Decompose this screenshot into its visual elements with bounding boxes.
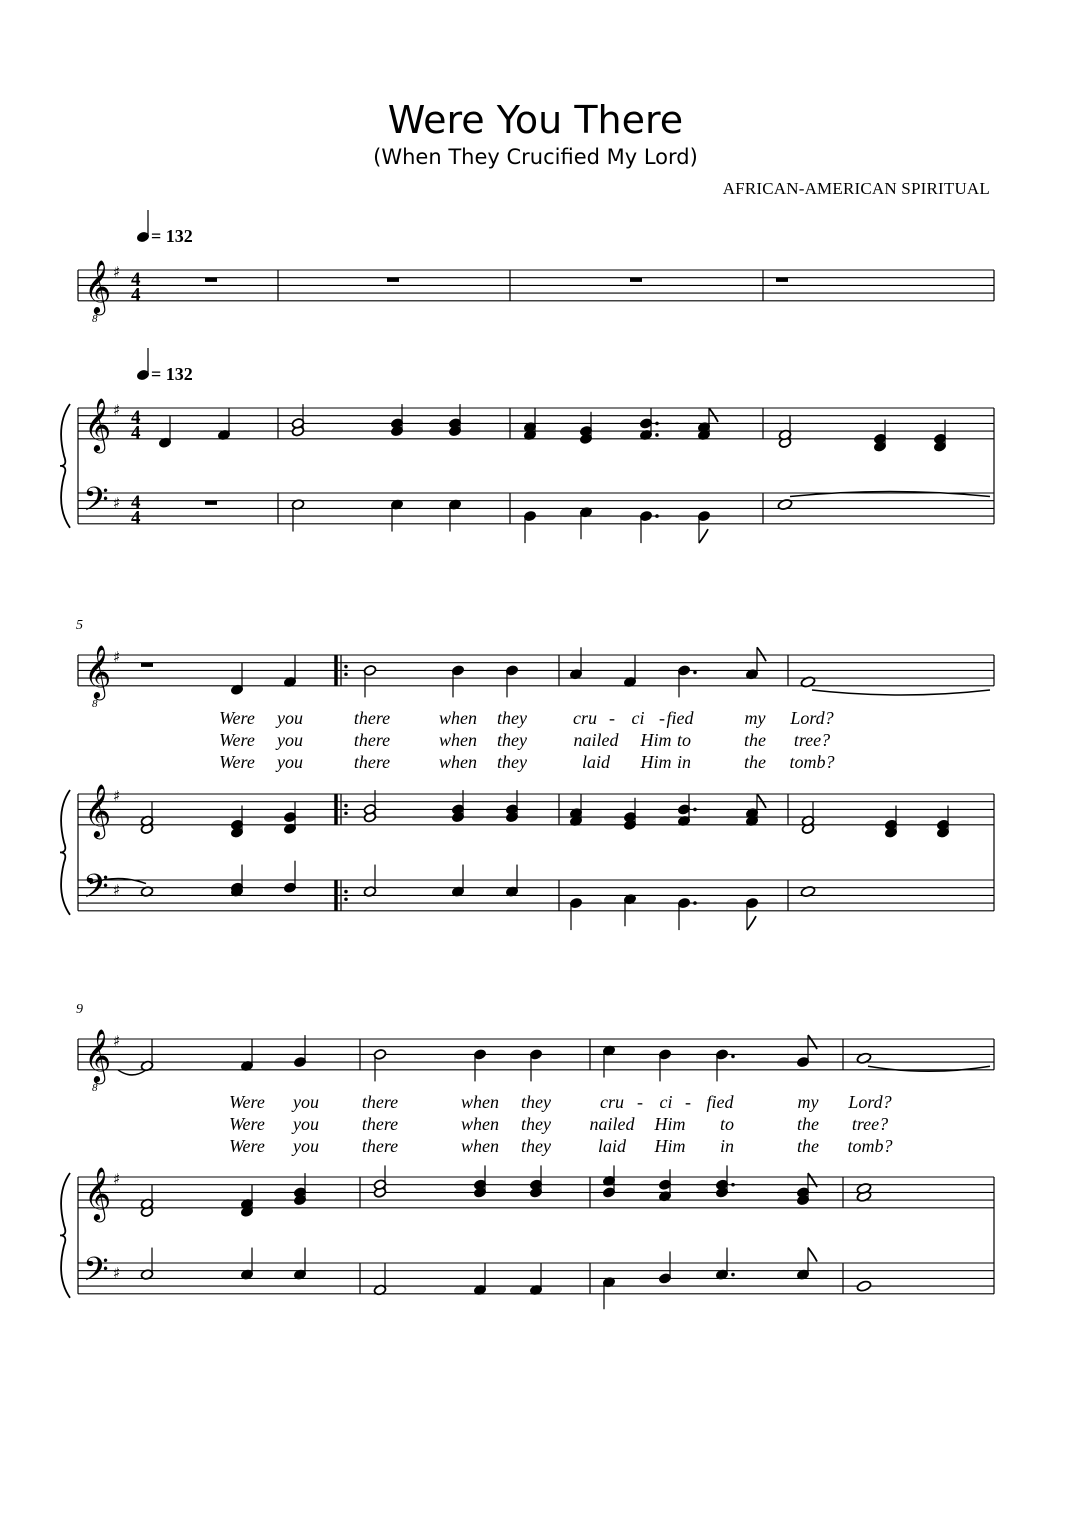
augmentation-dot: [655, 433, 659, 437]
measure-number: 9: [76, 1002, 83, 1017]
augmentation-dot: [693, 901, 697, 905]
lyric-syllable: my: [797, 1092, 819, 1112]
note-flag: [747, 916, 756, 930]
lyric-syllable: they: [497, 730, 527, 750]
tie: [812, 690, 990, 695]
lyric-syllable: when: [461, 1136, 499, 1156]
whole-rest: [630, 278, 642, 282]
grand-staff-brace: [60, 790, 70, 915]
lyric-syllable: Were: [219, 752, 255, 772]
lyric-syllable: when: [439, 708, 477, 728]
note-flag: [757, 794, 766, 808]
lyric-syllable: Him: [640, 752, 672, 772]
sharp-accidental-icon: ♯: [113, 1032, 121, 1050]
octave-mark: 8: [92, 698, 98, 710]
lyric-syllable: they: [521, 1114, 551, 1134]
lyric-syllable: they: [521, 1092, 551, 1112]
bass-clef-icon: 𝄢: [83, 481, 109, 527]
lyric-syllable: the: [797, 1114, 819, 1134]
augmentation-dot: [731, 1055, 735, 1059]
lyric-syllable: ci: [631, 708, 645, 728]
lyric-syllable: tomb?: [847, 1136, 893, 1156]
lyric-syllable: the: [797, 1136, 819, 1156]
lyric-syllable: there: [353, 730, 391, 750]
lyric-syllable: nailed: [589, 1114, 635, 1134]
lyric-syllable: -: [659, 708, 665, 728]
measure-number: 5: [76, 618, 83, 633]
lyric-syllable: tomb?: [789, 752, 835, 772]
whole-rest: [205, 278, 217, 282]
lyric-syllable: when: [439, 752, 477, 772]
augmentation-dot: [655, 422, 659, 426]
lyric-syllable: -: [637, 1092, 643, 1112]
octave-mark: 8: [92, 1082, 98, 1094]
time-signature-bottom: 4: [131, 507, 141, 529]
lyric-syllable: my: [744, 708, 766, 728]
note-flag: [757, 647, 766, 661]
repeat-dot: [344, 897, 348, 901]
lyric-syllable: to: [676, 730, 692, 750]
lyric-syllable: Were: [229, 1136, 265, 1156]
lyric-syllable: there: [353, 752, 391, 772]
lyric-syllable: they: [497, 752, 527, 772]
lyric-syllable: Him: [640, 730, 672, 750]
lyric-syllable: -: [609, 708, 615, 728]
treble-clef-icon: 𝄞: [84, 1166, 112, 1220]
lyric-syllable: nailed: [573, 730, 619, 750]
treble-clef-icon: 𝄞: [84, 644, 112, 698]
lyric-syllable: in: [676, 752, 692, 772]
sharp-accidental-icon: ♯: [113, 1170, 121, 1188]
tie: [790, 492, 990, 497]
note-head: [856, 1280, 872, 1292]
time-signature-top: 4: [131, 492, 141, 513]
sharp-accidental-icon: ♯: [113, 787, 121, 805]
repeat-dot: [344, 804, 348, 808]
lyric-syllable: to: [719, 1114, 735, 1134]
lyric-syllable: laid: [597, 1136, 627, 1156]
lyric-syllable: tree?: [851, 1114, 889, 1134]
lyric-syllable: fied: [666, 708, 694, 728]
lyric-syllable: laid: [581, 752, 611, 772]
lyric-syllable: -: [685, 1092, 691, 1112]
lyric-syllable: when: [439, 730, 477, 750]
tempo-marking: = 132: [151, 364, 193, 384]
note-flag: [808, 1248, 817, 1262]
lyric-syllable: you: [277, 708, 303, 728]
whole-rest: [141, 663, 153, 667]
lyric-syllable: Were: [229, 1114, 265, 1134]
lyric-syllable: fied: [706, 1092, 734, 1112]
treble-clef-icon: 𝄞: [84, 1028, 112, 1082]
sharp-accidental-icon: ♯: [113, 263, 121, 281]
lyric-syllable: cru: [573, 708, 597, 728]
lyric-syllable: cru: [600, 1092, 624, 1112]
lyric-syllable: the: [744, 752, 766, 772]
treble-clef-icon: 𝄞: [84, 259, 112, 313]
lyric-syllable: you: [277, 730, 303, 750]
whole-rest: [776, 278, 788, 282]
score-title: Were You There: [387, 98, 684, 142]
sharp-accidental-icon: ♯: [113, 1264, 121, 1282]
lyric-syllable: there: [361, 1114, 399, 1134]
lyric-syllable: there: [361, 1136, 399, 1156]
time-signature-top: 4: [131, 407, 141, 428]
lyric-syllable: Were: [219, 730, 255, 750]
augmentation-dot: [731, 1183, 735, 1187]
lyric-syllable: they: [521, 1136, 551, 1156]
lyric-syllable: Him: [654, 1136, 686, 1156]
time-signature-top: 4: [131, 269, 141, 290]
augmentation-dot: [693, 808, 697, 812]
augmentation-dot: [731, 1273, 735, 1277]
sharp-accidental-icon: ♯: [113, 881, 121, 899]
sharp-accidental-icon: ♯: [113, 648, 121, 666]
lyric-syllable: in: [719, 1136, 735, 1156]
lyric-syllable: Were: [219, 708, 255, 728]
note-flag: [709, 408, 718, 422]
repeat-dot: [344, 665, 348, 669]
bass-clef-icon: 𝄢: [83, 1251, 109, 1297]
tie: [868, 1066, 990, 1071]
bass-clef-icon: 𝄢: [83, 868, 109, 914]
repeat-dot: [344, 672, 348, 676]
whole-rest: [205, 501, 217, 505]
grand-staff-brace: [60, 404, 70, 528]
lyric-syllable: they: [497, 708, 527, 728]
augmentation-dot: [655, 514, 659, 518]
score-subtitle: (When They Crucified My Lord): [373, 145, 698, 169]
grand-staff-brace: [60, 1173, 70, 1298]
lyric-syllable: Lord?: [790, 708, 834, 728]
lyric-syllable: tree?: [793, 730, 831, 750]
composer-credit: AFRICAN-AMERICAN SPIRITUAL: [722, 179, 990, 198]
lyric-syllable: you: [277, 752, 303, 772]
time-signature-bottom: 4: [131, 284, 141, 306]
treble-clef-icon: 𝄞: [84, 397, 112, 451]
lyric-syllable: you: [293, 1114, 319, 1134]
lyric-syllable: when: [461, 1114, 499, 1134]
tempo-marking: = 132: [151, 226, 193, 246]
whole-rest: [387, 278, 399, 282]
lyric-syllable: you: [293, 1092, 319, 1112]
lyric-syllable: ci: [659, 1092, 673, 1112]
augmentation-dot: [693, 671, 697, 675]
repeat-dot: [344, 811, 348, 815]
lyric-syllable: when: [461, 1092, 499, 1112]
treble-clef-icon: 𝄞: [84, 783, 112, 837]
sharp-accidental-icon: ♯: [113, 494, 121, 512]
lyric-syllable: there: [353, 708, 391, 728]
lyric-syllable: Him: [654, 1114, 686, 1134]
lyric-syllable: there: [361, 1092, 399, 1112]
octave-mark: 8: [92, 313, 98, 325]
lyric-syllable: Lord?: [848, 1092, 892, 1112]
time-signature-bottom: 4: [131, 422, 141, 444]
note-flag: [699, 529, 708, 543]
sharp-accidental-icon: ♯: [113, 401, 121, 419]
lyric-syllable: the: [744, 730, 766, 750]
lyric-syllable: you: [293, 1136, 319, 1156]
tie: [118, 1070, 146, 1075]
repeat-dot: [344, 890, 348, 894]
lyric-syllable: Were: [229, 1092, 265, 1112]
